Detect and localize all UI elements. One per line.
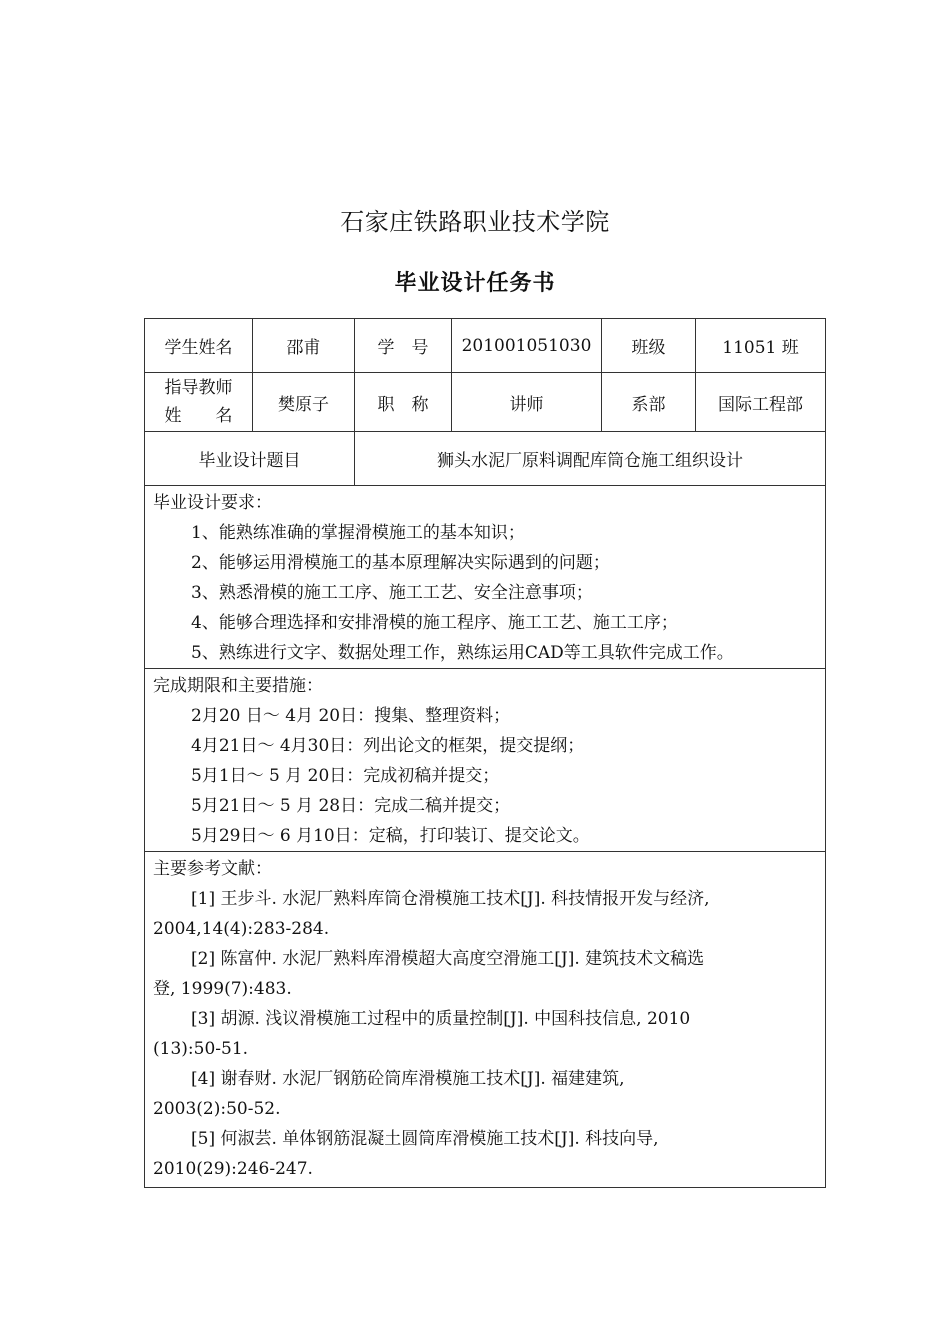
schedule-item: 5月1日～ 5 月 20日：完成初稿并提交；: [191, 766, 500, 786]
student-info-row: [145, 319, 826, 373]
topic-value: 狮头水泥厂原料调配库筒仓施工组织设计: [355, 432, 826, 486]
rank-label: 职 称: [355, 373, 452, 432]
student-name-value: 邵甫: [253, 319, 355, 373]
reference-item-continued: 2010(29):246-247.: [153, 1159, 313, 1179]
advisor-info-row: [145, 373, 826, 432]
student-name-label: 学生姓名: [145, 319, 253, 373]
advisor-name-label: [145, 373, 253, 432]
dept-label: 系部: [602, 373, 696, 432]
reference-item: [4] 谢春财. 水泥厂钢筋砼筒库滑模施工技术[J]. 福建建筑,: [191, 1069, 625, 1089]
class-value: 11051 班: [696, 319, 826, 373]
student-id-value: 201001051030: [452, 319, 602, 373]
references-heading: 主要参考文献：: [153, 859, 272, 879]
reference-item-continued: (13):50-51.: [153, 1039, 249, 1059]
reference-item-continued: 2003(2):50-52.: [153, 1099, 281, 1119]
dept-value: 国际工程部: [696, 373, 826, 432]
schedule-item: 5月21日～ 5 月 28日：完成二稿并提交；: [191, 796, 511, 816]
advisor-label-line1: 指导教师: [164, 378, 233, 398]
task-form-table: [144, 318, 826, 1188]
reference-item: [5] 何淑芸. 单体钢筋混凝土圆筒库滑模施工技术[J]. 科技向导,: [191, 1129, 659, 1149]
schedule-row: [145, 669, 826, 852]
reference-item: [2] 陈富仲. 水泥厂熟料库滑模超大高度空滑施工[J]. 建筑技术文稿选: [191, 949, 705, 969]
requirement-item: 2、能够运用滑模施工的基本原理解决实际遇到的问题；: [191, 553, 610, 573]
reference-item: [3] 胡源. 浅议滑模施工过程中的质量控制[J]. 中国科技信息, 2010: [191, 1009, 691, 1029]
schedule-item: 4月21日～ 4月30日：列出论文的框架，提交提纲；: [191, 736, 585, 756]
advisor-label-line2: 姓 名: [164, 406, 233, 426]
reference-item: [1] 王步斗. 水泥厂熟料库筒仓滑模施工技术[J]. 科技情报开发与经济,: [191, 889, 710, 909]
school-name: 石家庄铁路职业技术学院: [340, 208, 610, 236]
advisor-name-value: 樊原子: [253, 373, 355, 432]
references-row: [145, 852, 826, 1188]
topic-label: 毕业设计题目: [145, 432, 355, 486]
requirements-row: [145, 486, 826, 669]
schedule-heading: 完成期限和主要措施：: [153, 676, 323, 696]
topic-row: [145, 432, 826, 486]
requirements-section: [145, 486, 826, 669]
reference-item-continued: 2004,14(4):283-284.: [153, 919, 330, 939]
requirement-item: 3、熟悉滑模的施工工序、施工工艺、安全注意事项；: [191, 583, 593, 603]
reference-item-continued: 登, 1999(7):483.: [153, 979, 292, 999]
schedule-item: 2月20 日～ 4月 20日：搜集、整理资料；: [191, 706, 511, 726]
references-section: [145, 852, 826, 1188]
student-id-label: 学 号: [355, 319, 452, 373]
class-label: 班级: [602, 319, 696, 373]
requirement-item: 1、能熟练准确的掌握滑模施工的基本知识；: [191, 523, 525, 543]
requirement-item: 5、熟练进行文字、数据处理工作，熟练运用CAD等工具软件完成工作。: [191, 643, 734, 663]
schedule-item: 5月29日～ 6 月10日：定稿，打印装订、提交论文。: [191, 826, 590, 846]
schedule-section: [145, 669, 826, 852]
requirement-item: 4、能够合理选择和安排滑模的施工程序、施工工艺、施工工序；: [191, 613, 678, 633]
rank-value: 讲师: [452, 373, 602, 432]
document-title: 毕业设计任务书: [394, 271, 556, 296]
requirements-heading: 毕业设计要求：: [153, 493, 272, 513]
